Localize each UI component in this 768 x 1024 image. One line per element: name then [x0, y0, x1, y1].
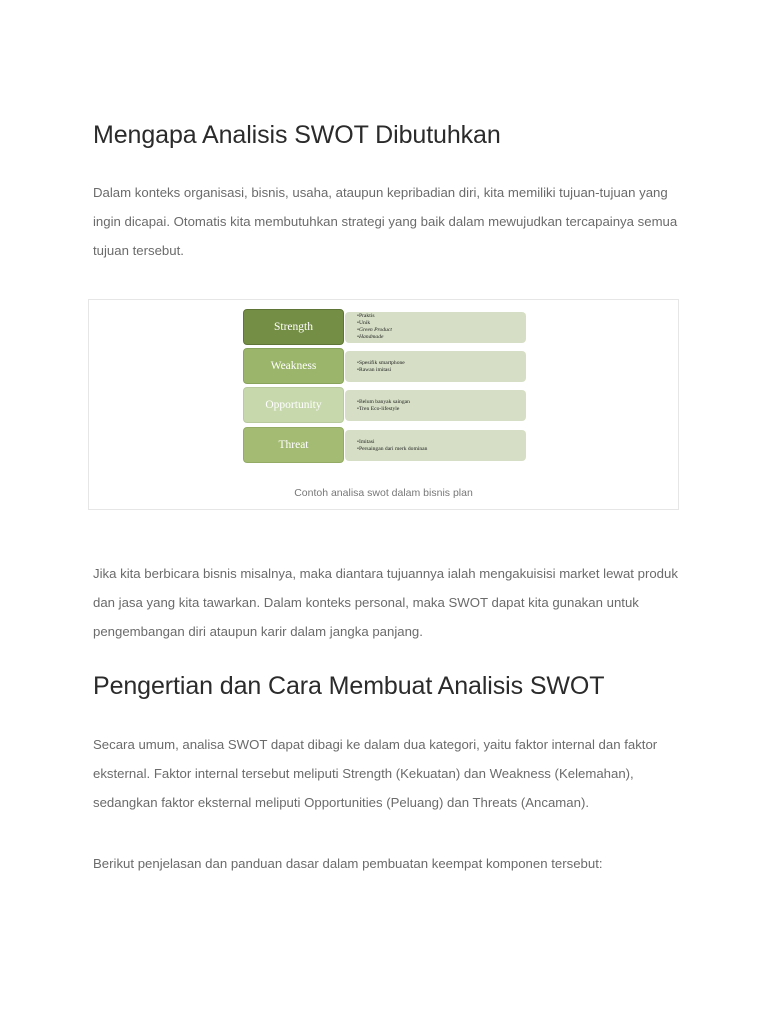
swot-items-opportunity: [345, 390, 526, 421]
swot-item: •Handmade: [357, 334, 384, 340]
swot-row-threat: [89, 427, 678, 465]
swot-item: •Belum banyak saingan: [357, 399, 410, 405]
swot-row-strength: [89, 309, 678, 347]
swot-item: •Tren Eco-lifestyle: [357, 406, 400, 412]
section-heading-why-swot: Mengapa Analisis SWOT Dibutuhkan: [93, 121, 501, 149]
swot-item: •Praktis: [357, 313, 375, 319]
swot-item: •Unik: [357, 320, 371, 326]
swot-row-opportunity: [89, 387, 678, 425]
swot-label-strength: Strength: [243, 309, 344, 345]
swot-item: •Persaingan dari merk dominan: [357, 446, 428, 452]
swot-item: •Green Product: [357, 327, 392, 333]
swot-label-weakness: Weakness: [243, 348, 344, 384]
definition-paragraph: Secara umum, analisa SWOT dapat dibagi ke dalam dua kategori, yaitu faktor internal dan faktor eksternal. Faktor internal tersebut meliputi Strength (Kekuatan) dan Weakness (Kelemahan), sedangkan faktor eksternal meliputi Opportunities (Peluang) dan Threats (Ancaman).: [93, 737, 658, 810]
figure-caption: Contoh analisa swot dalam bisnis plan: [294, 487, 473, 499]
body-paragraph: Jika kita berbicara bisnis misalnya, maka diantara tujuannya ialah mengakuisisi market lewat produk dan jasa yang kita tawarkan. Dalam konteks personal, maka SWOT dapat kita gunakan untuk pengembangan diri ataupun karir dalam jangka panjang.: [93, 566, 678, 639]
swot-label-opportunity: Opportunity: [243, 387, 344, 423]
swot-label-threat: Threat: [243, 427, 344, 463]
swot-item: •Imitasi: [357, 439, 375, 445]
swot-items-threat: [345, 430, 526, 461]
section-heading-definition: Pengertian dan Cara Membuat Analisis SWOT: [93, 672, 605, 700]
guide-paragraph: Berikut penjelasan dan panduan dasar dalam pembuatan keempat komponen tersebut:: [93, 856, 603, 871]
swot-figure: [88, 299, 679, 510]
swot-row-weakness: [89, 348, 678, 386]
swot-item: •Rawan imitasi: [357, 367, 392, 373]
swot-items-weakness: [345, 351, 526, 382]
intro-paragraph: Dalam konteks organisasi, bisnis, usaha, ataupun kepribadian diri, kita memiliki tujuan-tujuan yang ingin dicapai. Otomatis kita membutuhkan strategi yang baik dalam mewujudkan tercapainya semua tujuan tersebut.: [93, 185, 678, 258]
swot-item: •Spesifik smartphone: [357, 360, 405, 366]
swot-items-strength: [345, 312, 526, 343]
